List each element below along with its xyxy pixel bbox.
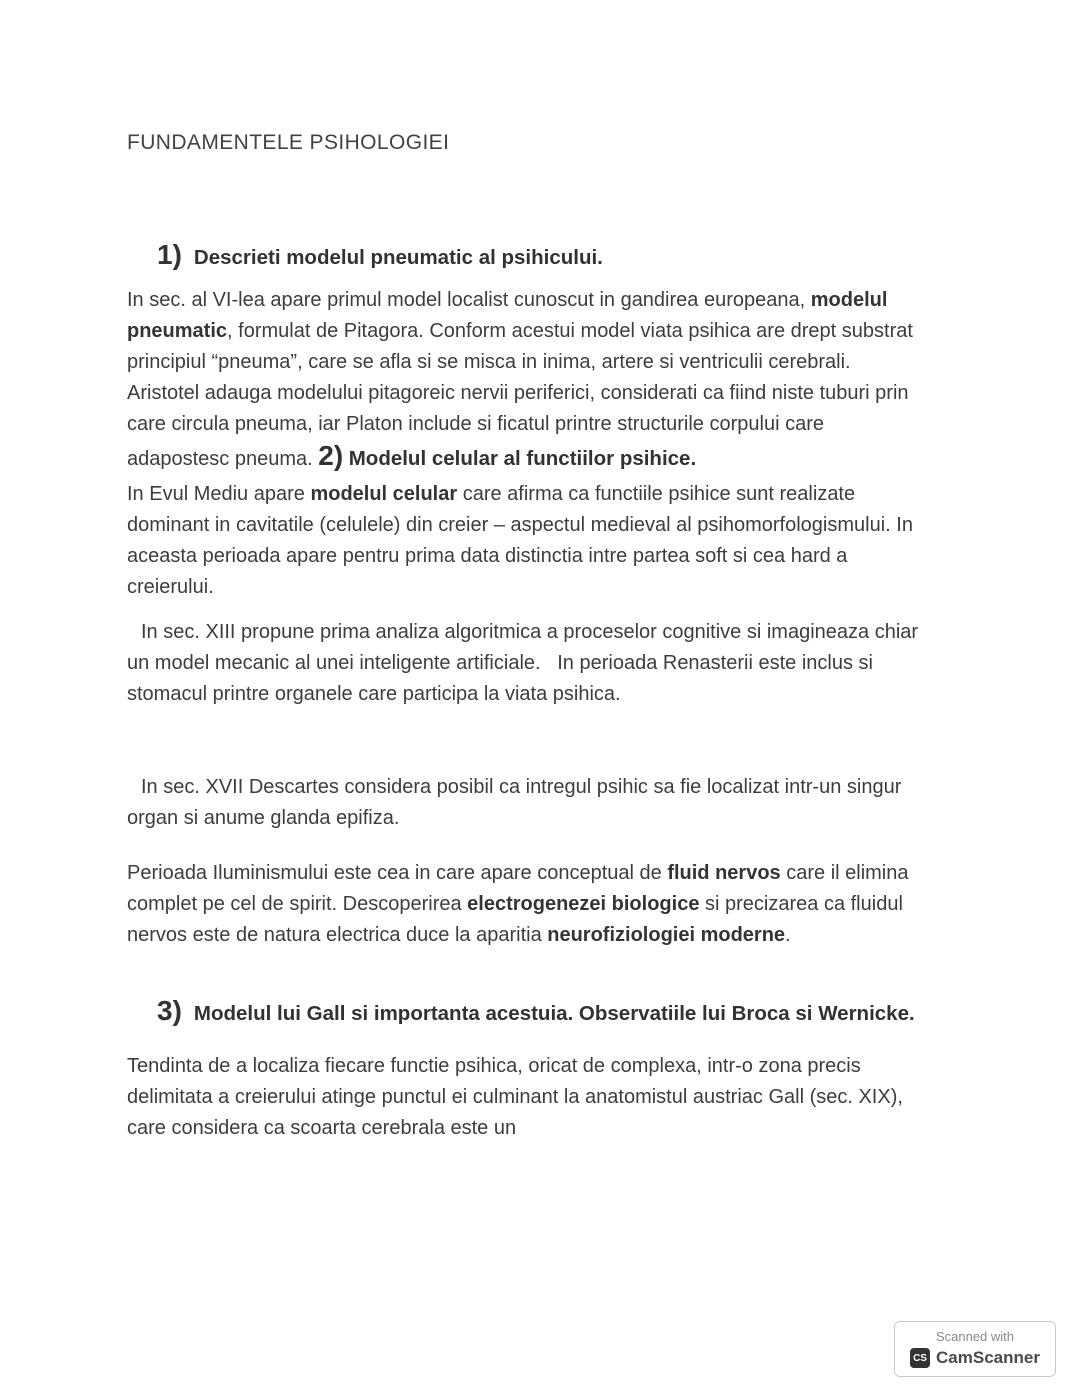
- camscanner-row: [910, 1348, 1040, 1368]
- text-run: .: [785, 924, 791, 946]
- camscanner-badge: [894, 1321, 1056, 1377]
- question-2-title: Modelul celular al functiilor psihice.: [348, 447, 697, 470]
- question-1-heading: [127, 239, 927, 273]
- document-page: [127, 0, 927, 1144]
- bold-term-modelul-celular: modelul celular: [310, 483, 458, 505]
- question-1-title: Descrieti modelul pneumatic al psihicului.: [193, 246, 603, 269]
- text-run: , formulat de Pitagora. Conform acestui model viata psihica are drept substrat principiul “pneuma”, care se afla si se misca in inima, artere si ventriculii cerebrali. Aristotel adauga modelului pitagoreic nervii periferici, considerati ca fiind niste tuburi prin care circula pneuma, iar Platon include si ficatul printre structurile corpului care adapostesc pneuma.: [127, 320, 913, 470]
- scanned-with-label: Scanned with: [935, 1329, 1015, 1344]
- bold-term-fluid-nervos: fluid nervos: [667, 862, 781, 884]
- paragraph-2: [127, 479, 927, 603]
- paragraph-4: In sec. XVII Descartes considera posibil ca intregul psihic sa fie localizat intr-un singur organ si anume glanda epifiza.: [127, 776, 902, 829]
- text-run: care il elimina complet pe cel de spirit. Descoperirea: [127, 862, 909, 915]
- camscanner-icon: CS: [910, 1348, 930, 1368]
- paragraph-6: Tendinta de a localiza fiecare functie psihica, oricat de complexa, intr-o zona precis delimitata a creierului atinge punctul ei culminant la anatomistul austriac Gall (sec. XIX), care considera ca scoarta cerebrala este un: [127, 1055, 903, 1139]
- text-run: In sec. al VI-lea apare primul model localist cunoscut in gandirea europeana,: [127, 289, 811, 311]
- camscanner-app-name: CamScanner: [936, 1348, 1040, 1367]
- text-run: In Evul Mediu apare: [127, 483, 311, 505]
- question-2-number: 2): [318, 440, 344, 471]
- paragraph-1: [127, 285, 927, 475]
- text-run: Perioada Iluminismului este cea in care apare conceptual de: [127, 862, 668, 884]
- paragraph-5: [127, 858, 927, 951]
- document-title: FUNDAMENTELE PSIHOLOGIEI: [127, 131, 450, 154]
- bold-term-modelul-pneumatic: modelul pneumatic: [127, 289, 888, 342]
- text-run: care afirma ca functiile psihice sunt realizate dominant in cavitatile (celulele) din creier – aspectul medieval al psihomorfologismului. In aceasta perioada apare pentru prima data distinctia intre partea soft si cea hard a creierului.: [127, 483, 913, 598]
- paragraph-3: In sec. XIII propune prima analiza algoritmica a proceselor cognitive si imagineaza chiar un model mecanic al unei inteligente artificiale. In perioada Renasterii este inclus si stomacul printre organele care participa la viata psihica.: [127, 621, 919, 705]
- question-3-number: 3): [157, 995, 182, 1026]
- question-1-number: 1): [157, 239, 182, 270]
- bold-term-electrogenezei-biologice: electrogenezei biologice: [467, 893, 700, 915]
- question-3-title: Modelul lui Gall si importanta acestuia. Observatiile lui Broca si Wernicke.: [193, 1002, 915, 1025]
- question-3-heading: [127, 995, 927, 1029]
- bold-term-neurofiziologiei-moderne: neurofiziologiei moderne: [547, 924, 786, 946]
- text-run: si precizarea ca fluidul nervos este de natura electrica duce la aparitia: [127, 893, 903, 946]
